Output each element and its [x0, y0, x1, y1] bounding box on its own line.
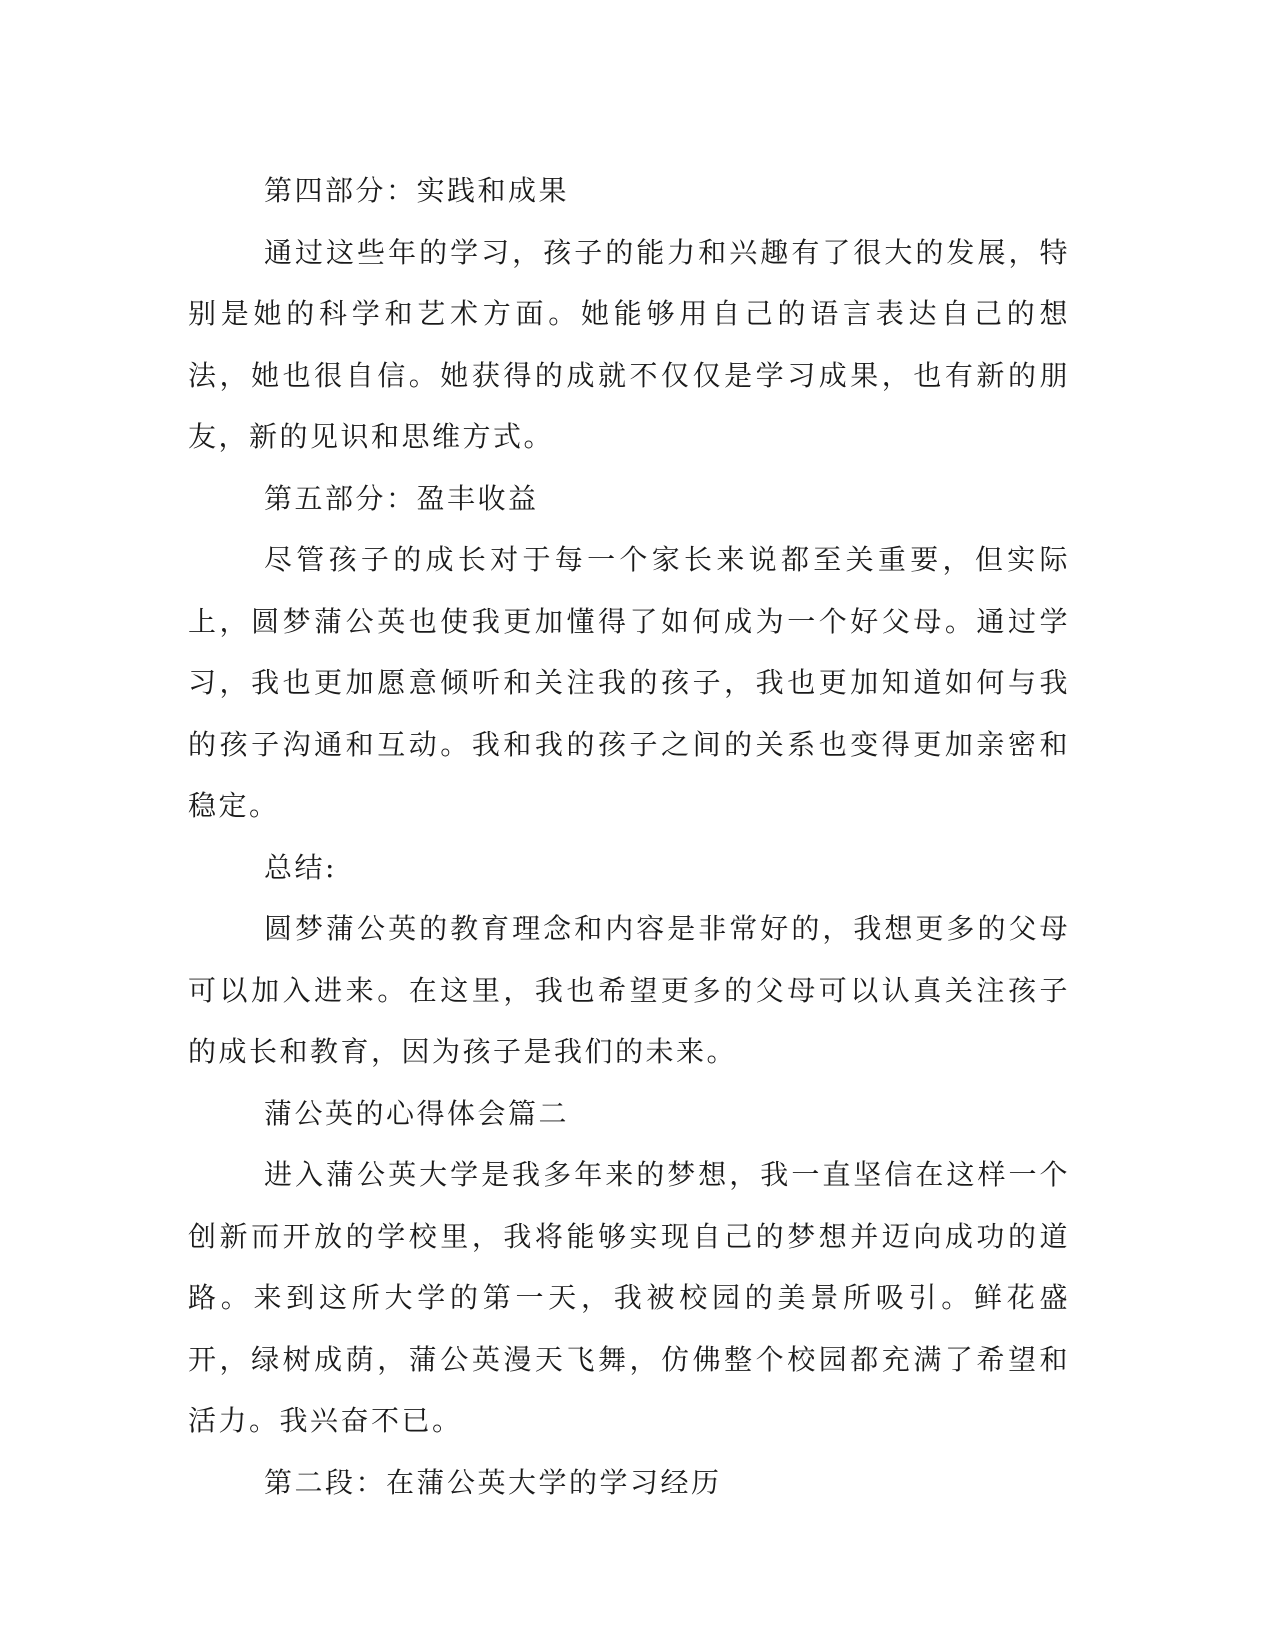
- section-heading-summary: 总结:: [264, 850, 337, 884]
- section-heading-study-experience: 第二段：在蒲公英大学的学习经历: [264, 1465, 722, 1499]
- section-heading-practice-results: 第四部分：实践和成果: [264, 174, 570, 207]
- document-body: [188, 160, 1070, 1513]
- paragraph-practice-results: 通过这些年的学习，孩子的能力和兴趣有了很大的发展，特别是她的科学和艺术方面。她能够用自己的语言表达自己的想法，她也很自信。她获得的成就不仅仅是学习成果，也有新的朋友，新的见识和思维方式。: [188, 235, 1070, 453]
- paragraph-university-dream: 进入蒲公英大学是我多年来的梦想，我一直坚信在这样一个创新而开放的学校里，我将能够实现自己的梦想并迈向成功的道路。来到这所大学的第一天，我被校园的美景所吸引。鲜花盛开，绿树成荫，蒲公英漫天飞舞，仿佛整个校园都充满了希望和活力。我兴奋不已。: [188, 1158, 1070, 1437]
- section-heading-rich-gains: 第五部分：盈丰收益: [264, 481, 539, 515]
- paragraph-rich-gains: 尽管孩子的成长对于每一个家长来说都至关重要，但实际上，圆梦蒲公英也使我更加懂得了如何成为一个好父母。通过学习，我也更加愿意倾听和关注我的孩子，我也更加知道如何与我的孩子沟通和互动。我和我的孩子之间的关系也变得更加亲密和稳定。: [188, 543, 1070, 822]
- paragraph-summary: 圆梦蒲公英的教育理念和内容是非常好的，我想更多的父母可以加入进来。在这里，我也希望更多的父母可以认真关注孩子的成长和教育，因为孩子是我们的未来。: [188, 912, 1070, 1068]
- article-heading-part-two: 蒲公英的心得体会篇二: [264, 1096, 570, 1130]
